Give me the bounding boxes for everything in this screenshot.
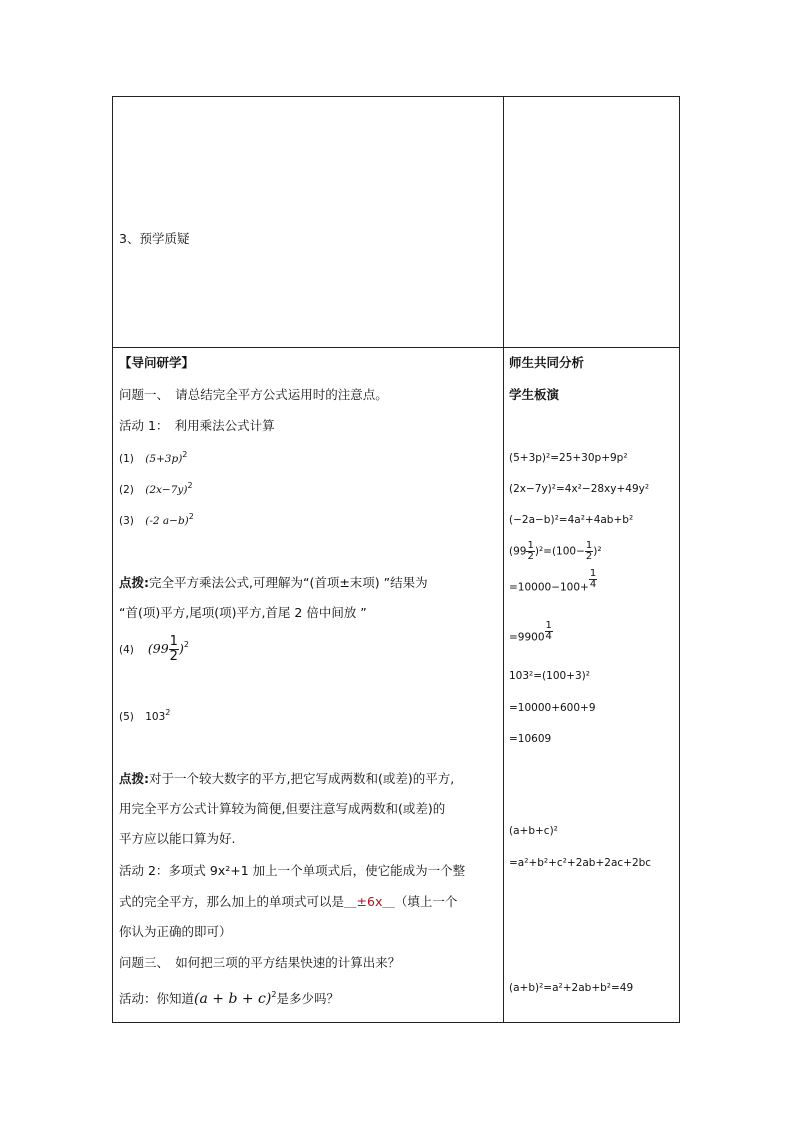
exercise-4-fraction-numerator: 1: [169, 634, 178, 649]
exercise-2-expression: (2x−7y): [145, 484, 188, 496]
column-divider: [503, 97, 504, 1022]
activity-two-line-3: 你认为正确的即可）: [119, 924, 232, 939]
activity-three-expression: (a + b + c): [194, 991, 272, 1007]
right-title-analysis: 师生共同分析: [509, 355, 585, 370]
tip-two-line-2: 用完全平方公式计算较为简便,但要注意写成两数和(或差)的: [119, 801, 446, 816]
exercise-3-expression: (-2 a−b): [145, 515, 189, 527]
solution-line-8: =10000+600+9: [509, 702, 596, 714]
solution-5-fraction: [589, 569, 597, 590]
solution-5-fraction-numerator: 1: [589, 568, 597, 579]
tip-one-text-1: 完全平方乘法公式,可理解为“(首项±末项) ”结果为: [149, 575, 428, 590]
exercise-3: [119, 513, 194, 529]
exercise-5-exponent: 2: [165, 707, 171, 717]
solution-line-7: 103²=(100+3)²: [509, 670, 590, 682]
exercise-4-fraction-denominator: 2: [169, 649, 178, 664]
solution-4-fraction-a-denominator: 2: [527, 551, 534, 562]
solution-4-part-c: )²: [593, 545, 602, 558]
activity-two-line-2: [119, 894, 457, 910]
tip-two-text-1: 对于一个较大数字的平方,把它写成两数和(或差)的平方,: [149, 771, 455, 786]
row-divider: [113, 347, 679, 348]
activity-two-text: 式的完全平方，那么加上的单项式可以是: [119, 894, 345, 909]
solution-line-2: (2x−7y)²=4x²−28xy+49y²: [509, 483, 650, 495]
exercise-4: [119, 635, 189, 664]
solution-4-fraction-a: [526, 541, 534, 562]
tip-two-line-1: [119, 771, 454, 787]
activity-two-answer: ＿±6x＿: [344, 894, 395, 909]
right-title-board: 学生板演: [509, 387, 560, 402]
solution-line-6: [509, 620, 553, 648]
exercise-5: [119, 709, 170, 725]
exercise-4-number: (4): [119, 644, 134, 656]
solution-line-3: (−2a−b)²=4a²+4ab+b²: [509, 514, 634, 526]
question-three: 问题三、 如何把三项的平方结果快速的计算出来？: [119, 955, 401, 970]
exercise-1: [119, 451, 187, 467]
activity-two-line-1: 活动 2：多项式 9x²+1 加上一个单项式后，使它能成为一个整: [119, 863, 466, 878]
exercise-4-fraction: [169, 635, 179, 664]
exercise-1-expression: (5+3p): [145, 453, 183, 465]
exercise-1-exponent: 2: [182, 449, 188, 459]
activity-two-hint: （填上一个: [394, 894, 458, 909]
tip-two-label: 点拨:: [119, 771, 149, 786]
activity-three: [119, 991, 339, 1007]
exercise-5-expression: 103: [145, 711, 166, 723]
exercise-4-close: ): [178, 641, 184, 656]
tip-one-line-2: “首(项)平方,尾项(项)平方,首尾 2 倍中间放 ”: [119, 605, 367, 620]
section-title: 【导问研学】: [119, 355, 195, 370]
solution-6-text: =9900: [509, 631, 545, 644]
tip-two-line-3: 平方应以能口算为好.: [119, 831, 236, 846]
solution-line-10: (a+b+c)²: [509, 825, 558, 837]
exercise-5-number: (5): [119, 711, 134, 723]
activity-three-exponent: 2: [271, 989, 277, 999]
tip-one-line-1: [119, 575, 428, 591]
activity-three-text: 活动：你知道: [119, 991, 195, 1006]
solution-4-part-b: )²=(100−: [534, 545, 585, 558]
solution-line-9: =10609: [509, 733, 552, 745]
solution-4-part-a: (99: [509, 545, 527, 558]
pre-question-label: 3、预学质疑: [119, 231, 190, 246]
solution-5-fraction-denominator: 4: [589, 579, 597, 590]
exercise-2-exponent: 2: [187, 480, 193, 490]
solution-4-fraction-b-denominator: 2: [585, 551, 593, 562]
solution-line-4: [509, 541, 602, 562]
solution-4-fraction-b: [585, 541, 593, 562]
exercise-3-exponent: 2: [188, 511, 194, 521]
lesson-table: [112, 96, 680, 1023]
tip-one-label: 点拨:: [119, 575, 149, 590]
solution-line-5: [509, 568, 597, 598]
solution-line-11: =a²+b²+c²+2ab+2ac+2bc: [509, 857, 652, 869]
solution-6-fraction-numerator: 1: [545, 620, 552, 631]
solution-6-fraction: [545, 621, 553, 642]
exercise-4-exponent: 2: [183, 639, 189, 649]
question-one: 问题一、 请总结完全平方公式运用时的注意点。: [119, 387, 388, 402]
exercise-2: [119, 482, 193, 498]
exercise-2-number: (2): [119, 484, 134, 496]
solution-6-fraction-denominator: 4: [545, 631, 552, 642]
activity-three-question: 是多少吗？: [276, 991, 339, 1006]
solution-4-fraction-b-numerator: 1: [585, 540, 593, 551]
solution-line-12: (a+b)²=a²+2ab+b²=49: [509, 982, 634, 994]
solution-5-text: =10000−100+: [509, 581, 589, 594]
solution-4-fraction-a-numerator: 1: [527, 540, 534, 551]
exercise-3-number: (3): [119, 515, 134, 527]
exercise-1-number: (1): [119, 453, 134, 465]
activity-one: 活动 1： 利用乘法公式计算: [119, 418, 275, 433]
solution-line-1: (5+3p)²=25+30p+9p²: [509, 452, 628, 464]
exercise-4-open: (99: [147, 641, 169, 656]
